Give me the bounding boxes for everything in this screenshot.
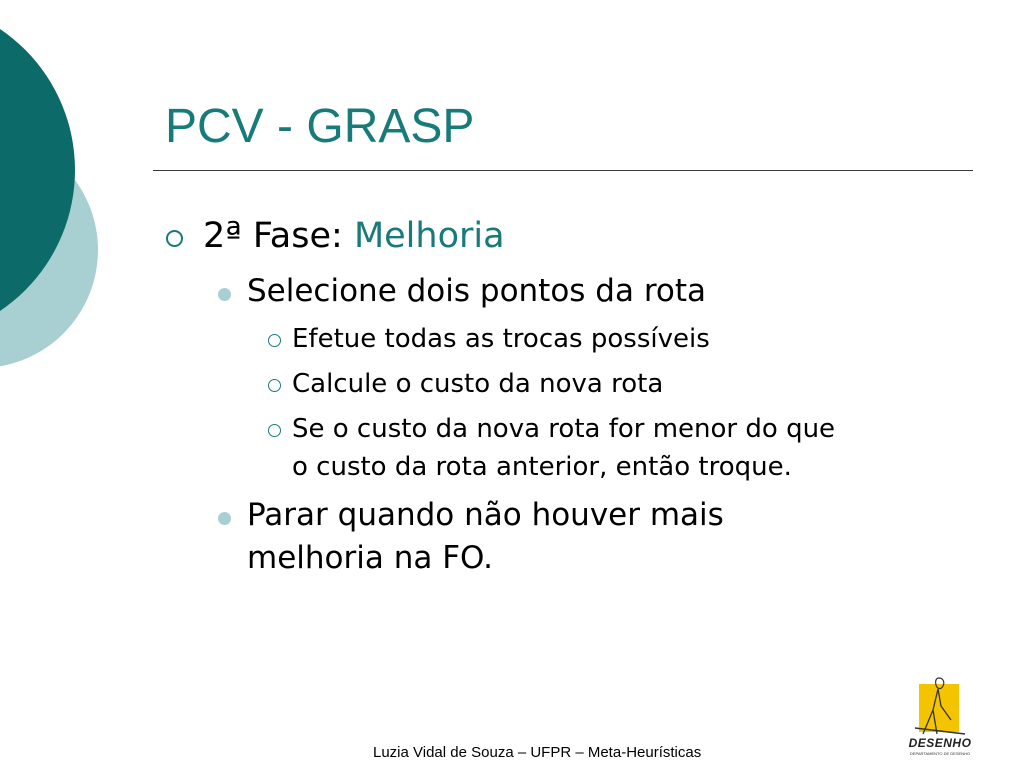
desenho-logo-icon bbox=[903, 676, 977, 760]
phase-text bbox=[203, 216, 505, 256]
bullet-phase bbox=[203, 216, 505, 256]
bullet-swap bbox=[292, 320, 710, 358]
phase-name: Melhoria bbox=[353, 216, 505, 256]
hollow-circle-icon bbox=[166, 230, 183, 247]
stop-text-line1: Parar quando não houver mais bbox=[247, 497, 724, 533]
slide-title: PCV - GRASP bbox=[165, 100, 475, 153]
filled-dot-icon bbox=[218, 512, 231, 525]
bullet-if bbox=[292, 410, 835, 486]
decorative-circles bbox=[0, 0, 120, 420]
if-text-line2: o custo da rota anterior, então troque. bbox=[292, 452, 792, 482]
phase-prefix: 2ª Fase: bbox=[203, 216, 354, 256]
stop-text-line2: melhoria na FO. bbox=[247, 540, 494, 576]
logo-name: DESENHO bbox=[908, 736, 972, 750]
hollow-circle-icon bbox=[268, 334, 281, 347]
filled-dot-icon bbox=[218, 288, 231, 301]
logo-mark bbox=[903, 676, 977, 738]
if-text-line1: Se o custo da nova rota for menor do que bbox=[292, 414, 836, 444]
bullet-calc bbox=[292, 365, 663, 403]
title-divider bbox=[153, 170, 973, 171]
bullet-select bbox=[247, 270, 706, 313]
hollow-circle-icon bbox=[268, 379, 281, 392]
bullet-stop bbox=[247, 494, 724, 580]
calc-text: Calcule o custo da nova rota bbox=[292, 369, 664, 399]
swap-text: Efetue todas as trocas possíveis bbox=[292, 324, 710, 354]
select-text: Selecione dois pontos da rota bbox=[247, 273, 707, 309]
logo-subtitle: DEPARTAMENTO DE DESENHO bbox=[909, 751, 971, 756]
hollow-circle-icon bbox=[268, 424, 281, 437]
slide-footer: Luzia Vidal de Souza – UFPR – Meta-Heurísticas bbox=[373, 744, 702, 761]
